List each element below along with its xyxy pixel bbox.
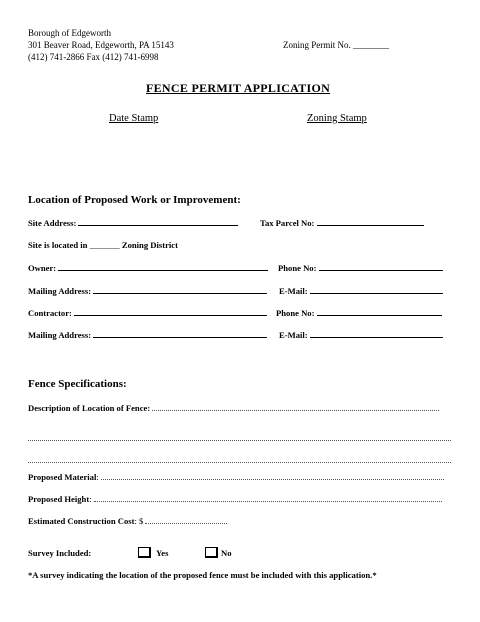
fence-description-line-2[interactable]	[28, 428, 451, 446]
survey-yes-checkbox[interactable]	[138, 547, 151, 558]
tax-parcel-field[interactable]	[317, 218, 424, 226]
borough-phone-fax: (412) 741-2866 Fax (412) 741-6998	[28, 52, 159, 62]
page-title: FENCE PERMIT APPLICATION	[146, 81, 331, 95]
survey-included-label: Survey Included:	[28, 548, 92, 558]
zoning-district-prefix: Site is located in	[28, 240, 88, 250]
fence-section-heading: Fence Specifications:	[28, 378, 127, 390]
construction-cost-label: Estimated Construction Cost	[28, 516, 135, 526]
borough-address: 301 Beaver Road, Edgeworth, PA 15143	[28, 40, 174, 50]
contractor-label: Contractor:	[28, 308, 72, 318]
tax-parcel-label: Tax Parcel No:	[260, 218, 315, 228]
fence-description-line-3[interactable]	[28, 450, 451, 468]
contractor-mailing-row	[28, 330, 267, 340]
contractor-phone-field[interactable]	[317, 308, 442, 316]
proposed-height-row: Proposed Height:	[28, 494, 442, 504]
owner-mailing-field[interactable]	[93, 286, 267, 294]
contractor-field[interactable]	[74, 308, 267, 316]
fence-description-label: Description of Location of Fence:	[28, 403, 151, 413]
construction-cost-prefix: : $	[134, 516, 144, 526]
proposed-material-field[interactable]	[101, 472, 444, 480]
site-address-field[interactable]	[78, 218, 238, 226]
zoning-permit-no	[283, 40, 389, 50]
owner-label: Owner:	[28, 263, 57, 273]
owner-email-row	[279, 286, 443, 296]
proposed-height-label: Proposed Height	[28, 494, 90, 504]
owner-phone-label: Phone No:	[278, 263, 317, 273]
owner-mailing-label: Mailing Address:	[28, 286, 92, 296]
survey-note: *A survey indicating the location of the proposed fence must be included with this application.*	[28, 570, 377, 580]
zoning-district-field[interactable]: _______	[89, 240, 120, 250]
site-address-row	[28, 218, 238, 228]
zoning-permit-no-blank[interactable]: ________	[353, 40, 389, 50]
contractor-phone-label: Phone No:	[276, 308, 315, 318]
contractor-email-label: E-Mail:	[279, 330, 308, 340]
zoning-stamp-label: Zoning Stamp	[307, 113, 367, 124]
zoning-district-row	[28, 240, 178, 250]
proposed-material-row: Proposed Material:	[28, 472, 444, 482]
zoning-district-suffix: Zoning District	[121, 240, 178, 250]
contractor-row	[28, 308, 267, 318]
contractor-mailing-field[interactable]	[93, 330, 267, 338]
owner-phone-field[interactable]	[319, 263, 443, 271]
contractor-email-row	[279, 330, 443, 340]
location-section-heading: Location of Proposed Work or Improvement:	[28, 194, 241, 206]
proposed-material-label: Proposed Material	[28, 472, 97, 482]
proposed-height-field[interactable]	[94, 494, 442, 502]
fence-description-field[interactable]	[152, 403, 439, 411]
survey-yes-label: Yes	[156, 548, 169, 558]
construction-cost-field[interactable]	[145, 516, 227, 524]
owner-phone-row	[278, 263, 443, 273]
zoning-permit-no-label: Zoning Permit No.	[283, 40, 351, 50]
survey-no-checkbox[interactable]	[205, 547, 218, 558]
owner-row	[28, 263, 268, 273]
fence-description-row	[28, 403, 439, 413]
survey-no-label: No	[221, 548, 232, 558]
contractor-email-field[interactable]	[310, 330, 443, 338]
contractor-mailing-label: Mailing Address:	[28, 330, 92, 340]
date-stamp-label: Date Stamp	[109, 113, 159, 124]
borough-name: Borough of Edgeworth	[28, 28, 111, 38]
contractor-phone-row	[276, 308, 442, 318]
owner-email-label: E-Mail:	[279, 286, 308, 296]
construction-cost-row	[28, 516, 227, 526]
owner-email-field[interactable]	[310, 286, 443, 294]
site-address-label: Site Address:	[28, 218, 77, 228]
owner-mailing-row	[28, 286, 267, 296]
owner-field[interactable]	[58, 263, 268, 271]
tax-parcel-row	[260, 218, 424, 228]
